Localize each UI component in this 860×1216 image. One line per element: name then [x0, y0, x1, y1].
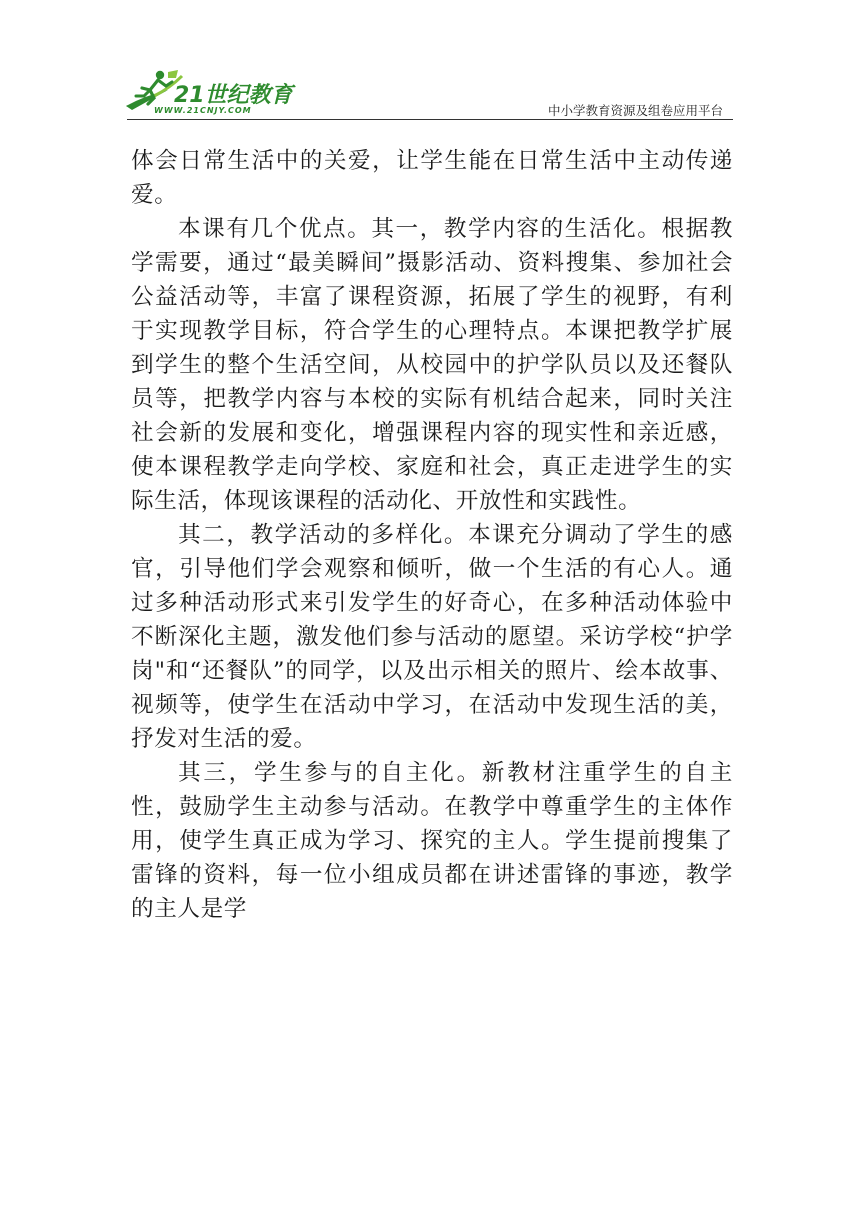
paragraph-advantage-3: 其三，学生参与的自主化。新教材注重学生的自主性，鼓励学生主动参与活动。在教学中尊重学生的主体作用，使学生真正成为学习、探究的主人。学生提前搜集了雷锋的资料，每一位小组成员都在讲述雷锋的事迹，教学的主人是学 [131, 760, 733, 922]
logo-text: 21世纪教育 [174, 83, 293, 108]
paragraph-advantage-1: 本课有几个优点。其一，教学内容的生活化。根据教学需要，通过“最美瞬间”摄影活动、资料搜集、参加社会公益活动等，丰富了课程资源，拓展了学生的视野，有利于实现教学目标，符合学生的心理特点。本课把教学扩展到学生的整个生活空间，从校园中的护学队员以及还餐队员等，把教学内容与本校的实际有机结合起来，同时关注社会新的发展和变化，增强课程内容的现实性和亲近感，使本课程教学走向学校、家庭和社会，真正走进学生的实际生活，体现该课程的活动化、开放性和实践性。 [131, 216, 733, 514]
document-body [131, 144, 733, 926]
header-tagline: 中小学教育资源及组卷应用平台 [547, 103, 723, 118]
site-logo [124, 66, 294, 118]
page-header [0, 0, 860, 125]
paragraph-advantage-2: 其二，教学活动的多样化。本课充分调动了学生的感官，引导他们学会观察和倾听，做一个生活的有心人。通过多种活动形式来引发学生的好奇心，在多种活动体验中不断深化主题，激发他们参与活动的愿望。采访学校“护学岗"和“还餐队”的同学，以及出示相关的照片、绘本故事、视频等，使学生在活动中学习，在活动中发现生活的美，抒发对生活的爱。 [131, 522, 733, 752]
header-divider [127, 119, 733, 120]
logo-url: WWW.21CNJY.COM [154, 106, 252, 115]
paragraph-continuation: 体会日常生活中的关爱，让学生能在日常生活中主动传递爱。 [131, 148, 733, 208]
